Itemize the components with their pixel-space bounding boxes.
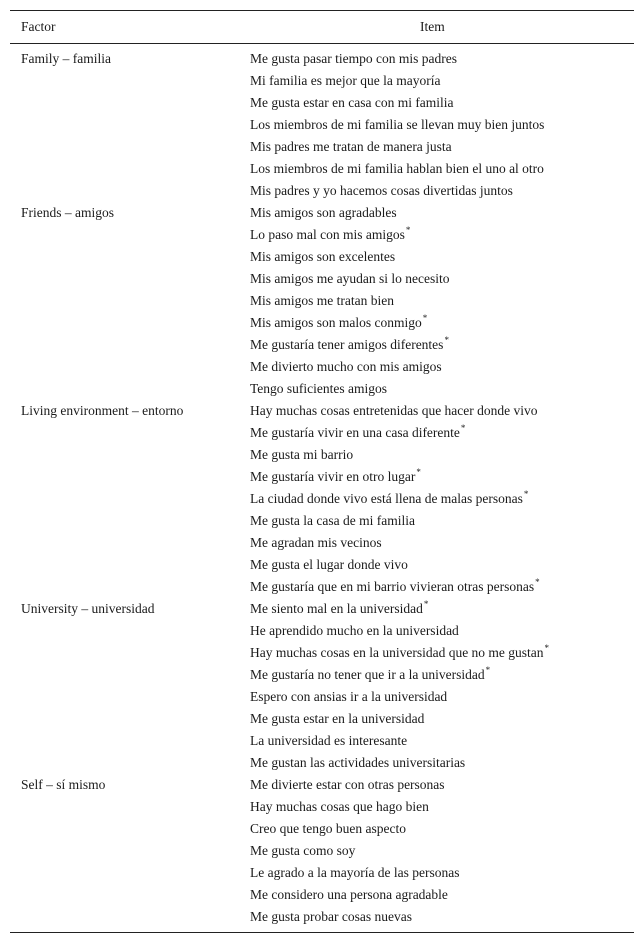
item-text: La universidad es interesante	[250, 733, 408, 748]
item-row	[10, 906, 634, 928]
reverse-scored-marker: *	[535, 576, 540, 587]
item-row	[10, 554, 634, 576]
item-text: Me gusta la casa de mi familia	[250, 513, 415, 528]
item-text: Me gustaría que en mi barrio vivieran otras personas	[250, 579, 535, 594]
item-row	[10, 752, 634, 774]
item-list	[10, 774, 634, 928]
item-text: Me divierte estar con otras personas	[250, 777, 445, 792]
item-text: Me siento mal en la universidad	[250, 601, 423, 616]
item-row	[10, 730, 634, 752]
item-row	[10, 466, 634, 488]
item-text: Lo paso mal con mis amigos	[250, 227, 405, 242]
factor-group	[10, 400, 634, 598]
item-text: Me divierto mucho con mis amigos	[250, 359, 442, 374]
header-item: Item	[420, 19, 445, 34]
item-text: He aprendido mucho en la universidad	[250, 623, 459, 638]
item-row	[10, 114, 634, 136]
table-header	[10, 11, 634, 44]
item-row	[10, 576, 634, 598]
item-text: Me gustaría vivir en otro lugar	[250, 469, 416, 484]
item-list	[10, 202, 634, 400]
item-list	[10, 48, 634, 202]
factor-group	[10, 202, 634, 400]
factor-item-table	[10, 10, 634, 933]
item-text: Me agradan mis vecinos	[250, 535, 382, 550]
item-text: Me gusta probar cosas nuevas	[250, 909, 412, 924]
item-row	[10, 70, 634, 92]
factor-label: Self – sí mismo	[21, 777, 106, 792]
item-row	[10, 334, 634, 356]
item-row	[10, 224, 634, 246]
item-text: Creo que tengo buen aspecto	[250, 821, 406, 836]
item-row	[10, 664, 634, 686]
item-row	[10, 818, 634, 840]
item-row	[10, 488, 634, 510]
factor-group	[10, 48, 634, 202]
item-row	[10, 246, 634, 268]
item-row	[10, 686, 634, 708]
item-text: Los miembros de mi familia se llevan muy bien juntos	[250, 117, 545, 132]
item-row	[10, 620, 634, 642]
item-text: Hay muchas cosas en la universidad que no me gustan	[250, 645, 544, 660]
reverse-scored-marker: *	[444, 334, 449, 345]
item-row	[10, 290, 634, 312]
item-row	[10, 884, 634, 906]
reverse-scored-marker: *	[485, 664, 491, 675]
item-row	[10, 444, 634, 466]
item-row	[10, 862, 634, 884]
reverse-scored-marker: *	[422, 312, 428, 323]
item-text: Me gusta mi barrio	[250, 447, 354, 462]
item-text: Me gusta pasar tiempo con mis padres	[250, 51, 457, 66]
reverse-scored-marker: *	[416, 466, 421, 477]
reverse-scored-marker: *	[523, 488, 529, 499]
reverse-scored-marker: *	[544, 642, 550, 653]
item-row	[10, 378, 634, 400]
factor-label: Friends – amigos	[21, 205, 114, 220]
item-list	[10, 400, 634, 598]
item-text: Me considero una persona agradable	[250, 887, 448, 902]
item-row	[10, 180, 634, 202]
item-text: Hay muchas cosas entretenidas que hacer donde vivo	[250, 403, 538, 418]
header-factor: Factor	[21, 19, 56, 34]
item-text: Mis amigos son agradables	[250, 205, 397, 220]
item-text: La ciudad donde vivo está llena de malas personas	[250, 491, 523, 506]
item-text: Los miembros de mi familia hablan bien el uno al otro	[250, 161, 544, 176]
table-bottom-rule	[10, 932, 634, 933]
item-row	[10, 92, 634, 114]
item-text: Espero con ansias ir a la universidad	[250, 689, 448, 704]
item-text: Mi familia es mejor que la mayoría	[250, 73, 441, 88]
item-row	[10, 422, 634, 444]
item-row	[10, 708, 634, 730]
item-text: Me gusta estar en la universidad	[250, 711, 425, 726]
item-text: Me gustaría no tener que ir a la universidad	[250, 667, 485, 682]
item-row	[10, 532, 634, 554]
factor-label: Family – familia	[21, 51, 111, 66]
item-row	[10, 840, 634, 862]
item-text: Mis amigos me tratan bien	[250, 293, 394, 308]
item-row	[10, 312, 634, 334]
factor-group	[10, 598, 634, 774]
item-row	[10, 136, 634, 158]
item-text: Mis amigos son excelentes	[250, 249, 396, 264]
item-row	[10, 510, 634, 532]
factor-label: University – universidad	[21, 601, 155, 616]
item-text: Mis padres y yo hacemos cosas divertidas juntos	[250, 183, 513, 198]
reverse-scored-marker: *	[460, 422, 466, 433]
item-text: Me gusta estar en casa con mi familia	[250, 95, 454, 110]
item-text: Mis amigos son malos conmigo	[250, 315, 422, 330]
item-text: Mis amigos me ayudan si lo necesito	[250, 271, 450, 286]
item-row	[10, 796, 634, 818]
factor-group	[10, 774, 634, 928]
reverse-scored-marker: *	[423, 598, 429, 609]
item-text: Me gustaría tener amigos diferentes	[250, 337, 444, 352]
table-body	[10, 44, 634, 932]
factor-label: Living environment – entorno	[21, 403, 184, 418]
item-text: Tengo suficientes amigos	[250, 381, 388, 396]
item-row	[10, 642, 634, 664]
reverse-scored-marker: *	[405, 224, 411, 235]
item-row	[10, 268, 634, 290]
item-list	[10, 598, 634, 774]
item-text: Mis padres me tratan de manera justa	[250, 139, 452, 154]
item-text: Me gustaría vivir en una casa diferente	[250, 425, 460, 440]
item-text: Me gustan las actividades universitarias	[250, 755, 466, 770]
item-row	[10, 158, 634, 180]
item-text: Hay muchas cosas que hago bien	[250, 799, 429, 814]
item-text: Me gusta como soy	[250, 843, 356, 858]
item-text: Me gusta el lugar donde vivo	[250, 557, 408, 572]
item-text: Le agrado a la mayoría de las personas	[250, 865, 460, 880]
item-row	[10, 356, 634, 378]
